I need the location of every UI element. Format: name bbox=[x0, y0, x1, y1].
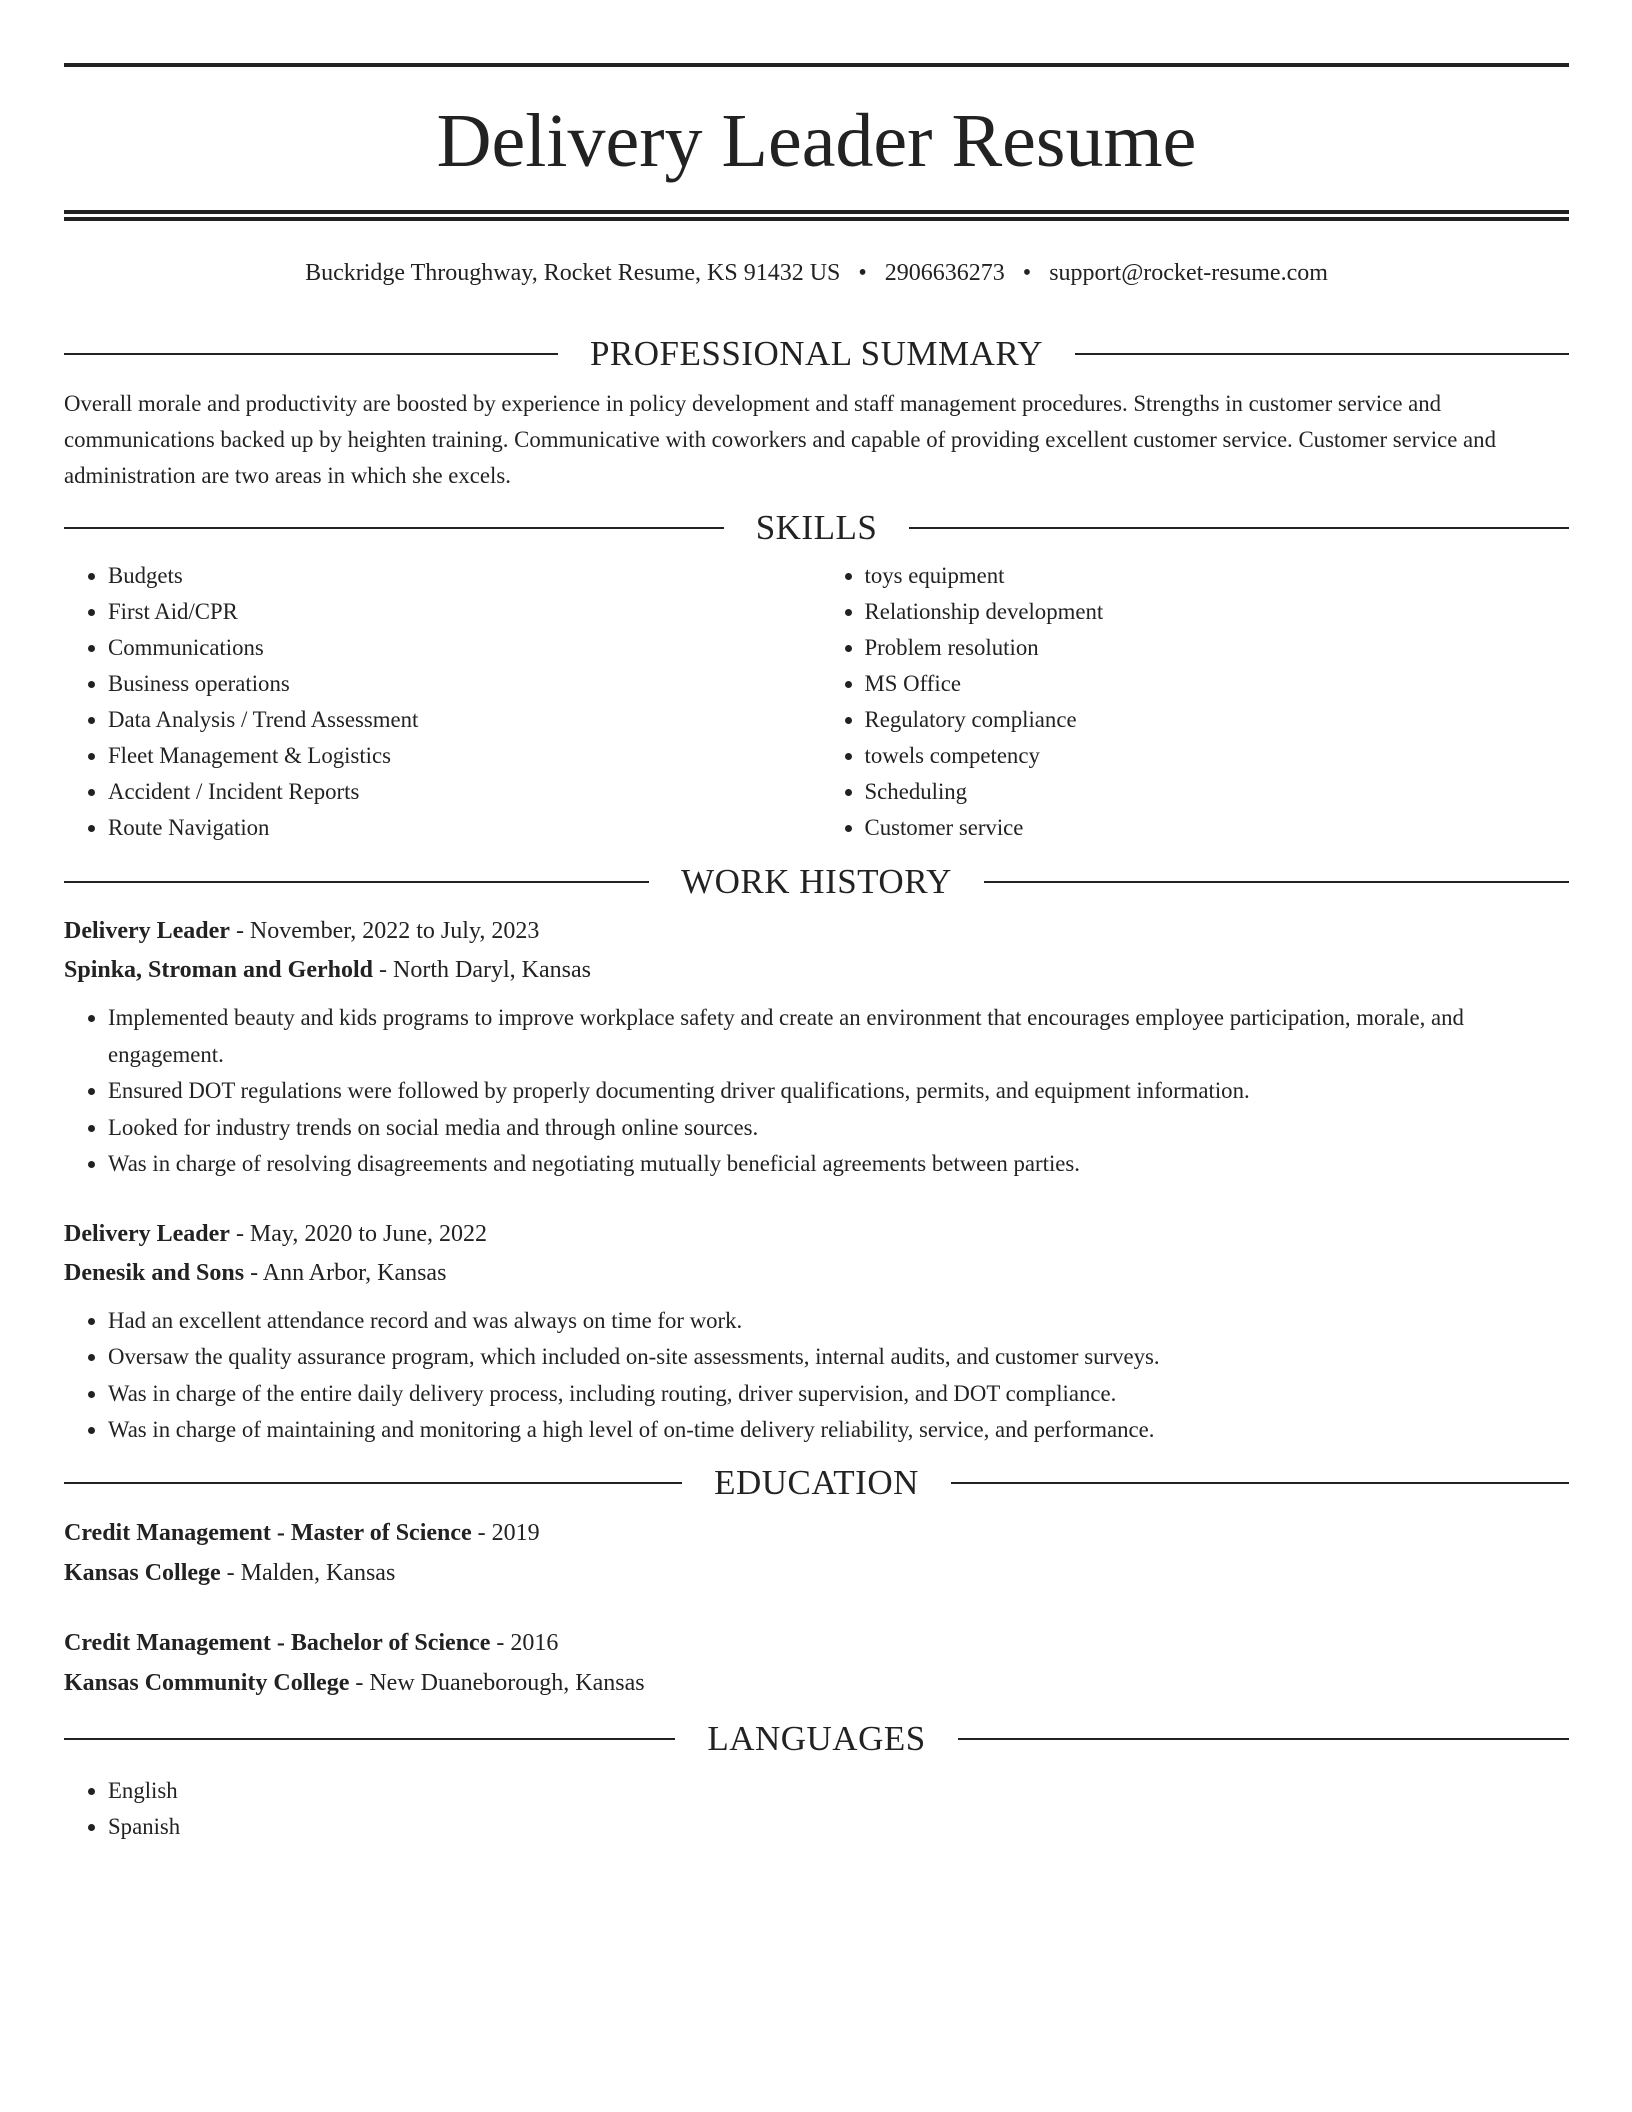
divider-line bbox=[64, 881, 649, 883]
divider-line bbox=[64, 1482, 682, 1484]
job-bullet: • Implemented beauty and kids programs to improve workplace safety and create an environment that encourages employee participation, morale, and engagement. bbox=[108, 1000, 1569, 1073]
skill-item: • Accident / Incident Reports bbox=[108, 774, 813, 810]
skill-item: • Budgets bbox=[108, 558, 813, 594]
education-location: - New Duaneborough, Kansas bbox=[349, 1669, 645, 1696]
divider-line bbox=[64, 353, 558, 355]
divider-line bbox=[64, 1738, 675, 1740]
job-bullet: • Was in charge of the entire daily delivery process, including routing, driver supervision, and DOT compliance. bbox=[108, 1376, 1569, 1413]
skill-item: • Regulatory compliance bbox=[865, 702, 1570, 738]
education-school: Kansas Community College bbox=[64, 1669, 350, 1696]
divider-line bbox=[64, 527, 724, 529]
contact-email: support@rocket-resume.com bbox=[1049, 260, 1328, 286]
job-bullets bbox=[64, 1000, 1569, 1183]
page-title: Delivery Leader Resume bbox=[436, 99, 1197, 183]
education-school-line bbox=[64, 1553, 1569, 1593]
section-title-summary: PROFESSIONAL SUMMARY bbox=[589, 334, 1044, 373]
job-bullet: • Had an excellent attendance record and was always on time for work. bbox=[108, 1303, 1569, 1340]
job-company: Denesik and Sons bbox=[64, 1259, 245, 1286]
section-header-languages bbox=[64, 1719, 1569, 1759]
section-header-summary bbox=[64, 334, 1569, 374]
contact-separator: • bbox=[1022, 260, 1032, 286]
divider-line bbox=[1075, 353, 1569, 355]
education-degree-line bbox=[64, 1513, 1569, 1553]
section-title-education: EDUCATION bbox=[714, 1462, 919, 1502]
contact-phone: 2906636273 bbox=[884, 260, 1005, 286]
summary-text: Overall morale and productivity are boosted by experience in policy development and staff management procedures. Strengths in customer service and communications backed up by heighten training. Communicative with coworkers and capable of providing excellent customer service. Customer service and administration are two areas in which she excels. bbox=[64, 391, 1496, 488]
job-entry bbox=[64, 1215, 1569, 1449]
education-school-line bbox=[64, 1663, 1569, 1703]
job-bullet: • Looked for industry trends on social media and through online sources. bbox=[108, 1110, 1569, 1147]
job-company: Spinka, Stroman and Gerhold bbox=[64, 957, 373, 983]
divider-line bbox=[951, 1482, 1569, 1484]
job-dates: - May, 2020 to June, 2022 bbox=[229, 1220, 488, 1247]
divider-line bbox=[984, 881, 1569, 883]
job-title-line bbox=[64, 912, 1569, 951]
divider-line bbox=[909, 527, 1569, 529]
job-bullets bbox=[64, 1303, 1569, 1449]
skill-item: • towels competency bbox=[865, 738, 1570, 774]
skill-item: • MS Office bbox=[865, 666, 1570, 702]
divider-line bbox=[958, 1738, 1569, 1740]
education-entry bbox=[64, 1513, 1569, 1593]
skill-item: • Data Analysis / Trend Assessment bbox=[108, 702, 813, 738]
section-header-education bbox=[64, 1463, 1569, 1503]
skill-item: • Fleet Management & Logistics bbox=[108, 738, 813, 774]
skills-column-right bbox=[813, 558, 1570, 846]
section-title-skills: SKILLS bbox=[755, 508, 878, 547]
skill-item: • Customer service bbox=[865, 810, 1570, 846]
job-location: - Ann Arbor, Kansas bbox=[244, 1259, 447, 1286]
job-bullet: • Was in charge of maintaining and monitoring a high level of on-time delivery reliability, service, and performance. bbox=[108, 1412, 1569, 1449]
job-title: Delivery Leader bbox=[64, 918, 230, 944]
job-bullet: • Oversaw the quality assurance program, which included on-site assessments, internal audits, and customer surveys. bbox=[108, 1339, 1569, 1376]
job-bullet: • Was in charge of resolving disagreements and negotiating mutually beneficial agreements between parties. bbox=[108, 1146, 1569, 1183]
skill-item: • toys equipment bbox=[865, 558, 1570, 594]
education-entry bbox=[64, 1623, 1569, 1703]
education-year: - 2019 bbox=[471, 1519, 540, 1546]
job-company-line bbox=[64, 951, 1569, 990]
top-rule bbox=[64, 63, 1569, 67]
resume-page bbox=[64, 63, 1569, 1845]
job-location: - North Daryl, Kansas bbox=[373, 957, 591, 983]
skill-item: • Business operations bbox=[108, 666, 813, 702]
section-title-languages: LANGUAGES bbox=[707, 1718, 926, 1758]
education-location: - Malden, Kansas bbox=[220, 1559, 396, 1586]
contact-separator: • bbox=[858, 260, 867, 286]
job-company-line bbox=[64, 1254, 1569, 1293]
section-header-work bbox=[64, 862, 1569, 902]
skill-item: • Problem resolution bbox=[865, 630, 1570, 666]
skill-item: • Route Navigation bbox=[108, 810, 813, 846]
education-degree: Credit Management - Master of Science bbox=[64, 1519, 472, 1546]
education-degree-line bbox=[64, 1623, 1569, 1663]
skill-item: • Communications bbox=[108, 630, 813, 666]
education-year: - 2016 bbox=[490, 1629, 559, 1656]
section-title-work: WORK HISTORY bbox=[681, 862, 952, 901]
education-degree: Credit Management - Bachelor of Science bbox=[64, 1629, 491, 1656]
skill-item: • First Aid/CPR bbox=[108, 594, 813, 630]
skills-column-left bbox=[64, 558, 813, 846]
double-rule bbox=[64, 210, 1569, 221]
job-entry bbox=[64, 912, 1569, 1183]
language-item: • English bbox=[108, 1773, 1569, 1809]
languages-list bbox=[64, 1773, 1569, 1845]
language-item: • Spanish bbox=[108, 1809, 1569, 1845]
contact-line bbox=[64, 258, 1569, 288]
education-school: Kansas College bbox=[64, 1559, 221, 1586]
job-title-line bbox=[64, 1215, 1569, 1254]
skill-item: • Scheduling bbox=[865, 774, 1570, 810]
contact-address: Buckridge Throughway, Rocket Resume, KS 91432 US bbox=[305, 260, 841, 286]
job-bullet: • Ensured DOT regulations were followed by properly documenting driver qualifications, permits, and equipment information. bbox=[108, 1073, 1569, 1110]
skill-item: • Relationship development bbox=[865, 594, 1570, 630]
section-header-skills bbox=[64, 508, 1569, 548]
job-title: Delivery Leader bbox=[64, 1220, 230, 1247]
job-dates: - November, 2022 to July, 2023 bbox=[229, 918, 540, 944]
skills-list bbox=[64, 558, 1569, 846]
